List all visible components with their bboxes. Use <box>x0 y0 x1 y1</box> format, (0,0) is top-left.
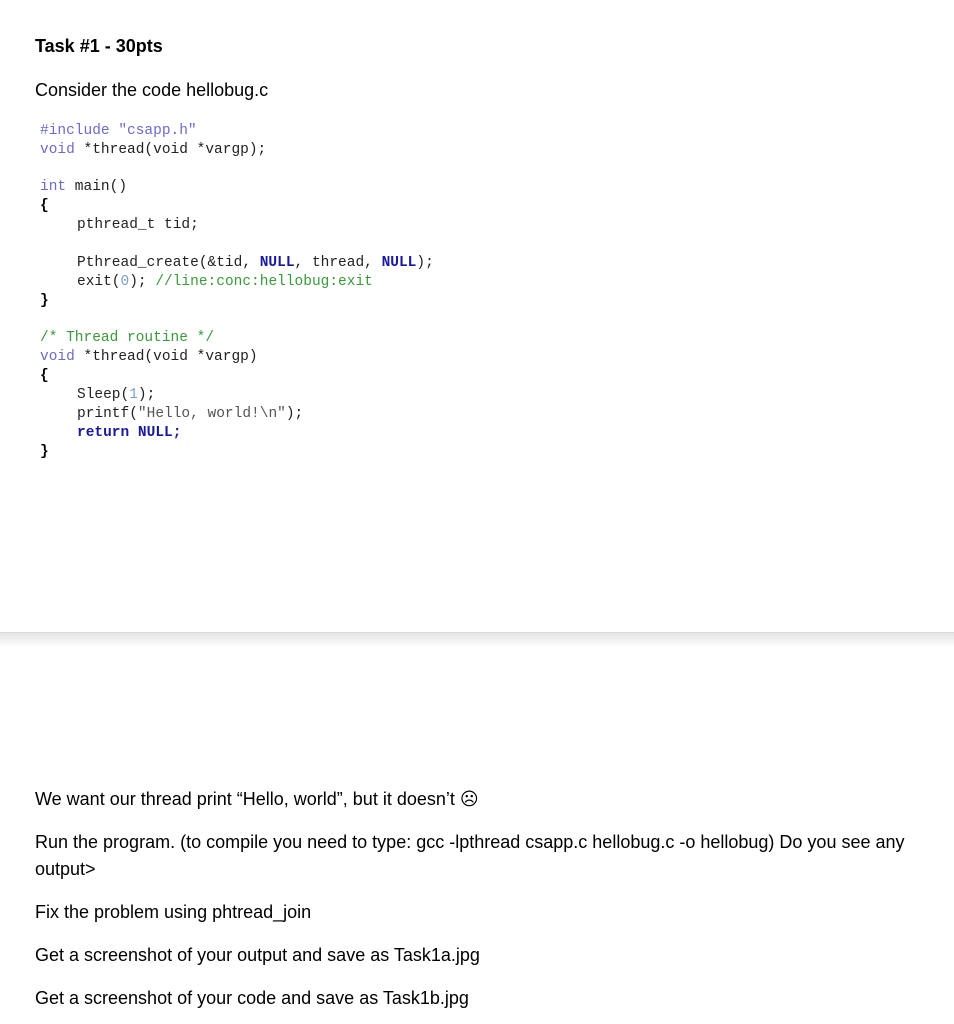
page-bottom <box>0 646 954 1024</box>
code-line-include <box>40 122 197 140</box>
code-line-brace-open: { <box>40 198 49 214</box>
paragraph-run-program: Run the program. (to compile you need to type: gcc -lpthread csapp.c hellobug.c -o hellobug) Do you see any output> <box>35 832 905 879</box>
include-directive: #include "csapp.h" <box>40 123 197 139</box>
code-line-decl: pthread_t tid; <box>77 217 199 233</box>
task-title: Task #1 - 30pts <box>35 36 163 56</box>
code-line-thread-def: void *thread(void *vargp) <box>40 349 258 365</box>
code-line-sleep: Sleep(1); <box>77 387 156 403</box>
code-line-brace-close-2: } <box>40 444 49 460</box>
code-line-printf: printf("Hello, world!\n"); <box>77 406 304 422</box>
code-line-exit: exit(0); //line:conc:hellobug:exit <box>77 274 373 290</box>
page-break <box>0 632 954 647</box>
code-line-routine-comment: /* Thread routine */ <box>40 330 215 346</box>
paragraph-screenshot-code: Get a screenshot of your code and save as Task1b.jpg <box>35 988 469 1008</box>
code-line-return: return NULL; <box>77 425 182 441</box>
intro-text: Consider the code hellobug.c <box>35 80 269 100</box>
paragraph-problem: We want our thread print “Hello, world”, but it doesn’t ☹ <box>35 789 479 809</box>
paragraph-screenshot-output: Get a screenshot of your output and save as Task1a.jpg <box>35 945 480 965</box>
code-line-prototype: void *thread(void *vargp); <box>40 142 267 158</box>
code-line-brace-open-2: { <box>40 368 49 384</box>
code-line-create: Pthread_create(&tid, NULL, thread, NULL); <box>77 255 434 271</box>
code-line-main: int main() <box>40 179 128 195</box>
paragraph-fix: Fix the problem using phtread_join <box>35 902 312 922</box>
code-line-brace-close: } <box>40 293 49 309</box>
